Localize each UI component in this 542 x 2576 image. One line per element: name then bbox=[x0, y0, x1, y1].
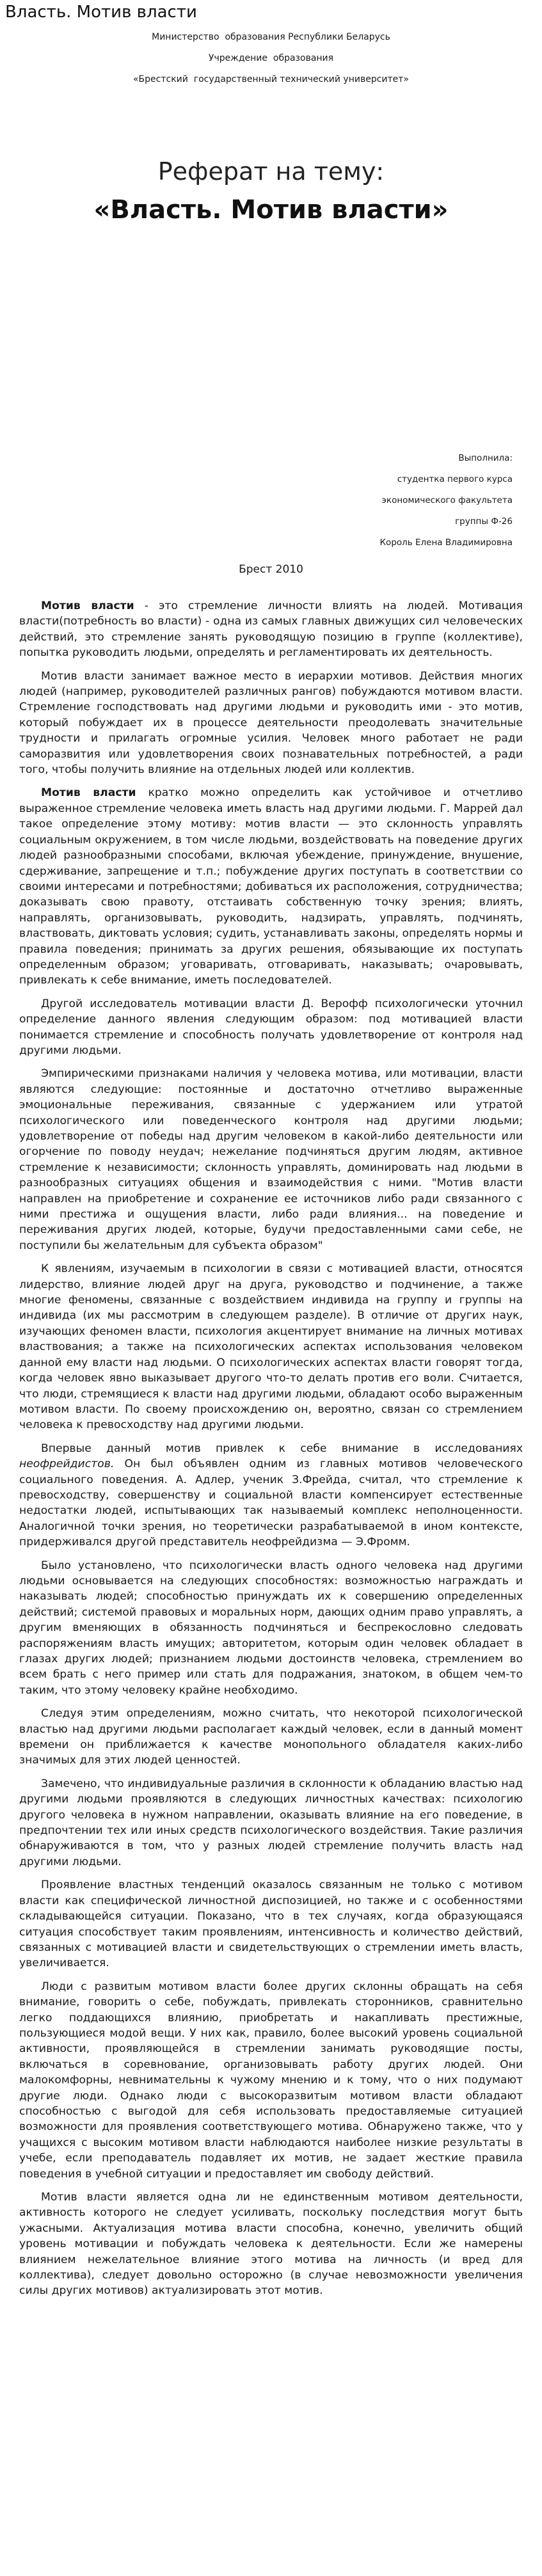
paragraph-text: Он был объявлен одним из главных мотивов человеческого социального поведения. А. Адлер, ученик З.Фрейда, считал, что стремление к превосходству, совершенству и социальной власти компенсирует естественные недостатки людей, испытывающих так называемый комплекс неполноценности. Аналогичной точки зрения, но теоретически разрабатываемой в ином контексте, придерживался другой представитель неофрейдизма — Э.Фромм. bbox=[19, 1458, 523, 1549]
paragraph: Проявление властных тенденций оказалось связанным не только с мотивом власти как специфической личностной диспозицией, но также и с особенностями складывающейся ситуации. Показано, что в тех случаях, когда образующаяся ситуация способствует таким проявлениям, интенсивность и количество действий, связанных с мотивацией власти и свидетельствующих о стремлении иметь власть, увеличивается. bbox=[19, 1879, 523, 1970]
signature-label: Выполнила: bbox=[458, 453, 513, 463]
paragraph: Замечено, что индивидуальные различия в склонности к обладанию властью над другими людьми проявляются в следующих личностных качествах: психологию другого человека в нужном направлении, оказывать влияние на его поведение, в предпочтении тех или иных средств психологического воздействия. Такие различия обнаруживаются в том, что у разных людей стремление получить власть над другими людьми. bbox=[19, 1777, 523, 1868]
place-and-year: Брест 2010 bbox=[239, 563, 303, 576]
paragraph: Мотив власти является одна ли не единственным мотивом деятельности, активность которого не следует усиливать, поскольку последствия могут быть ужасными. Актуализация мотива власти способна, конечно, увеличить общий уровень мотивации и побуждать человека к деятельности. Если же намерены влиянием нежелательное влияние этого мотива на личность (и вред для коллектива), следует довольно осторожно (в случае невозможности увеличения силы других мотивов) актуализировать этот мотив. bbox=[19, 2191, 523, 2298]
term: Мотив власти bbox=[41, 786, 136, 800]
paragraph: Было установлено, что психологически власть одного человека над другими людьми основывается на следующих способностях: возможностью награждать и наказывать людей; способностью принуждать их к совершению определенных действий; системой правовых и моральных норм, дающих одним право управлять, а другим вменяющих в обязанность подчиняться и беспрекословно следовать распоряжениям власть имущих; авторитетом, которым один человек обладает в глазах других людей; признанием людьми достоинств человека, стремлением во всем брать с него пример или стать для подражания, знатоком, в общем чем-то таким, что этому человеку крайне необходимо. bbox=[19, 1559, 523, 1697]
essay-heading: Реферат на тему: bbox=[157, 157, 385, 186]
paragraph-text: Впервые данный мотив привлек к себе внимание в исследованиях bbox=[41, 1442, 523, 1455]
term: Мотив власти bbox=[41, 600, 134, 612]
university-line: «Брестский государственный технический университет» bbox=[132, 74, 409, 84]
signature-faculty: экономического факультета bbox=[381, 495, 513, 505]
paragraph bbox=[19, 1441, 523, 1550]
paragraph-text: - это стремление личности влиять на людей. Мотивация власти(потребность во власти) - одна из самых главных движущих сил человеческих действий, это стремление занять руководящую позицию в группе (коллективе), попытка руководить людьми, определять и регламентировать их деятельность. bbox=[19, 600, 523, 660]
signature-name: Король Елена Владимировна bbox=[379, 537, 513, 548]
paragraph: Другой исследователь мотивации власти Д. Верофф психологически уточнил определение данного явления следующим образом: под мотивацией власти понимается стремление и способность получать удовлетворение от контроля над другими людьми. bbox=[19, 997, 523, 1057]
essay-topic: «Власть. Мотив власти» bbox=[93, 195, 449, 225]
emphasis: неофрейдистов. bbox=[19, 1458, 115, 1471]
signature-student: студентка первого курса bbox=[397, 474, 513, 484]
essay-body bbox=[19, 598, 523, 2299]
signature-group: группы Ф-26 bbox=[455, 516, 513, 527]
paragraph bbox=[19, 598, 523, 661]
paragraph: Эмпирическими признаками наличия у человека мотива, или мотивации, власти являются следующие: постоянные и достаточно отчетливо выраженные эмоциональные переживания, связанные с удержанием или утратой психологического или поведенческого контроля над другими людьми; удовлетворение от победы над другим человеком в какой-либо деятельности или огорчение по поводу неудач; нежелание подчиняться другим людям, активное стремление к независимости; склонность управлять, доминировать над людьми в разнообразных ситуациях общения и взаимодействия с ними. "Мотив власти направлен на приобретение и сохранение ее источников либо ради связанного с ними престижа и ощущения власти, либо ради влияния... на поведение и переживания других людей, которые, будучи предоставленными сами себе, не поступили бы желательным для субъекта образом" bbox=[19, 1067, 523, 1252]
institution-line: Учреждение образования bbox=[208, 53, 334, 63]
paragraph-text: кратко можно определить как устойчивое и отчетливо выраженное стремление человека иметь власть над другими людьми. Г. Маррей дал такое определение этому мотиву: мотив власти — это склонность управлять социальным окружением, в том числе людьми, воздействовать на поведение других людей разнообразными способами, включая убеждение, принуждение, внушение, сдерживание, запрещение и т.п.; побуждение других поступать в соответствии со своими интересами и потребностями; добиваться их расположения, сотрудничества; доказывать свою правоту, отстаивать собственную точку зрения; влиять, направлять, организовывать, руководить, надзирать, управлять, подчинять, властвовать, диктовать условия; судить, устанавливать законы, определять нормы и правила поведения; принимать за других решения, обязывающие их поступать определенным образом; уговаривать, отговаривать, наказывать; очаровывать, привлекать к себе внимание, иметь последователей. bbox=[19, 786, 523, 987]
paragraph: К явлениям, изучаемым в психологии в связи с мотивацией власти, относятся лидерство, влияние людей друг на друга, руководство и подчинение, а также многие феномены, связанные с воздействием индивида на группу и группы на индивида (их мы рассмотрим в следующем разделе). В отличие от других наук, изучающих феномен власти, психология акцентирует внимание на личных мотивах властвования; а также на психологических аспектах использования человеком данной ему власти над людьми. О психологических аспектах власти говорят тогда, когда человек явно выказывает другого что-то делать против его воли. Считается, что люди, стремящиеся к власти над другими людьми, обладают особо выраженным мотивом власти. По своему происхождению он, вероятно, связан со стремлением человека к превосходству над другими людьми. bbox=[19, 1262, 523, 1432]
title-page-header bbox=[0, 27, 542, 90]
document-title: Власть. Мотив власти bbox=[5, 3, 197, 22]
author-signature-block bbox=[333, 448, 513, 553]
paragraph: Мотив власти занимает важное место в иерархии мотивов. Действия многих людей (например, руководителей различных рангов) побуждаются мотивом власти. Стремление господствовать над другими людьми и руководить ими - это мотив, который побуждает их в процессе деятельности преодолевать значительные трудности и прилагать огромные усилия. Человек много работает не ради саморазвития или удовлетворения своих познавательных потребностей, а ради того, чтобы получить влияние на отдельных людей или коллектив. bbox=[19, 669, 523, 777]
paragraph: Люди с развитым мотивом власти более других склонны обращать на себя внимание, говорить о себе, побуждать, привлекать сторонников, сравнительно легко поддающихся влиянию, приобретать и накапливать престижные, пользующиеся модой вещи. У них как, правило, более высокий уровень социальной активности, проявляющейся в стремлении занимать руководящие посты, включаться в соревнование, организовывать работу других людей. Они малокомфорны, невнимательны к чужому мнению и к тому, что о них подумают другие люди. Однако люди с высокоразвитым мотивом власти обладают способностью с выгодой для себя использовать предоставляемые ситуацией возможности для проявления соответствующего мотива. Обнаружено также, что у учащихся с высоким мотивом власти наблюдаются наиболее низкие результаты в учебе, если преподаватель подавляет их мотив, не задает жесткие правила поведения в учебной ситуации и предоставляет им свободу действий. bbox=[19, 1980, 523, 2181]
ministry-line: Министерство образования Республики Беларусь bbox=[152, 32, 390, 42]
paragraph bbox=[19, 785, 523, 988]
paragraph: Следуя этим определениям, можно считать, что некоторой психологической властью над другими людьми располагает каждый человек, если в данный момент времени он приближается к качестве монопольного обладателя каких-либо значимых для этих людей ценностей. bbox=[19, 1707, 523, 1767]
